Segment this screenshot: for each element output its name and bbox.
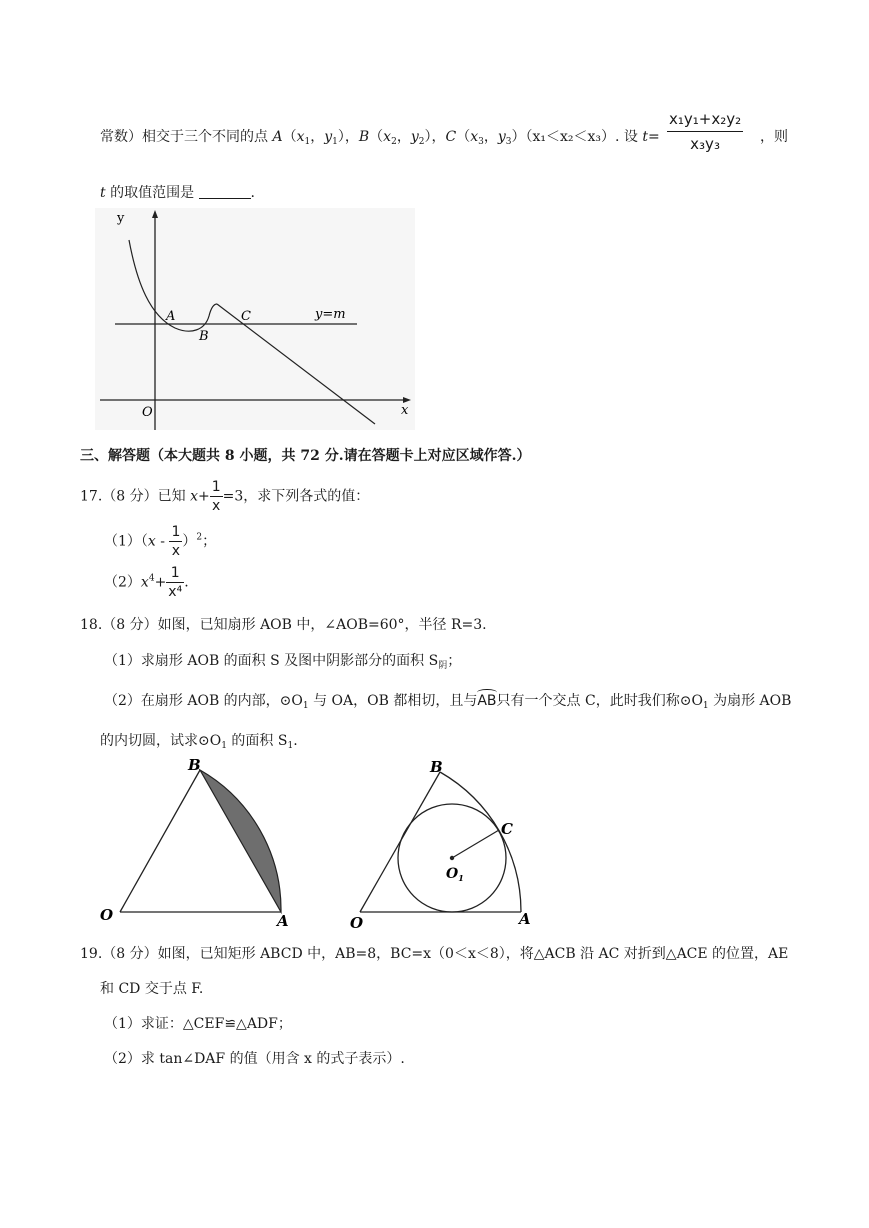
answer-blank xyxy=(199,186,251,199)
shaded-segment xyxy=(200,770,281,912)
line1-prefix: 常数）相交于三个不同的点 xyxy=(100,129,273,145)
function-graph xyxy=(95,208,415,430)
point-B-label: B xyxy=(199,329,209,344)
graph-background xyxy=(95,208,415,430)
point-A-label: A xyxy=(166,309,176,324)
arc-AB: AB xyxy=(477,693,496,709)
q19-part1: （1）求证：△CEF≌△ADF； xyxy=(104,1016,292,1032)
problem16-line1: 常数）相交于三个不同的点 $A(x_1$，$y_1$），$B(x_2$，$y_2$），$C(x_3$，$y_3)(x_1<x_2<x_3)$. 设 t= xyxy=(100,129,660,147)
radius-O1C xyxy=(452,830,499,858)
q18-part2-line1: （2）在扇形 AOB 的内部，$⊙O_1$ 与 OA，OB 都相切，且与 AB只有一个交点 C，此时我们称$⊙O_1$ 为扇形 AOB xyxy=(104,690,791,711)
q19-part2: （2）求 tan∠DAF 的值（用含 x 的式子表示）. xyxy=(104,1051,405,1067)
label-B: B xyxy=(430,758,443,776)
q19-stem-line1: 19.（8 分）如图，已知矩形 ABCD 中，AB=8，BC=x（0＜x＜8），将△ACB 沿 AC 对折到△ACE 的位置，AE xyxy=(80,946,789,962)
label-A: A xyxy=(519,910,531,928)
label-O: O xyxy=(350,914,364,930)
q19-stem-line2: 和 CD 交于点 F. xyxy=(100,981,204,997)
q17-part1: （1）（x - $\frac{1}{x}$ ）$^2$； xyxy=(104,524,217,559)
point-C-label: C xyxy=(241,309,251,324)
label-A: A xyxy=(277,912,289,930)
label-O: O xyxy=(100,906,114,924)
line-m-label: y=m xyxy=(315,307,346,322)
x-label: x xyxy=(401,403,409,418)
arc-AB xyxy=(440,772,521,912)
origin-label: O xyxy=(142,405,153,420)
q17-part2-fraction: $\frac{1}{\text{x⁴}}$ xyxy=(168,565,183,600)
q17-part2: $(2)x^4+$ $\frac{1}{\text{x⁴}}$ . xyxy=(104,565,189,600)
q18-part2-line2: 的内切圆，试求$⊙O_1$ 的面积 $S_1$. xyxy=(100,733,298,751)
t-fraction-denominator: x₃y₃ xyxy=(690,135,720,153)
q18-part1: （1）求扇形 AOB 的面积 S 及图中阴影部分的面积 $S_阴$； xyxy=(104,653,462,671)
y-label: y xyxy=(117,211,125,226)
q17-fraction: $\frac{1}{x}$ xyxy=(211,479,221,514)
t-fraction-numerator: x₁y₁+x₂y₂ xyxy=(667,112,743,132)
q18-stem: 18.（8 分）如图，已知扇形 AOB 中，∠AOB=60°，半径 R=3. xyxy=(80,617,487,633)
q17-part1-fraction: $\frac{1}{x}$ xyxy=(171,524,181,559)
inscribed-circle-figure xyxy=(346,752,546,930)
label-B: B xyxy=(188,756,201,774)
center-O1 xyxy=(450,856,454,860)
label-C: C xyxy=(501,820,513,838)
t-fraction xyxy=(667,112,743,152)
line1-suffix: ，则 xyxy=(760,129,788,145)
q17-stem: 17.（8 分）已知 x+ $\frac{1}{x}$ =3，求下列各式的值： xyxy=(80,479,370,514)
section-heading: 三、解答题（本大题共 8 小题，共 72 分.请在答题卡上对应区域作答.） xyxy=(80,448,531,464)
sector-figure xyxy=(96,752,306,930)
label-O1: $O_1$ xyxy=(446,866,464,883)
problem16-line2: t 的取值范围是 . xyxy=(100,185,255,201)
radius-OB xyxy=(120,770,200,912)
